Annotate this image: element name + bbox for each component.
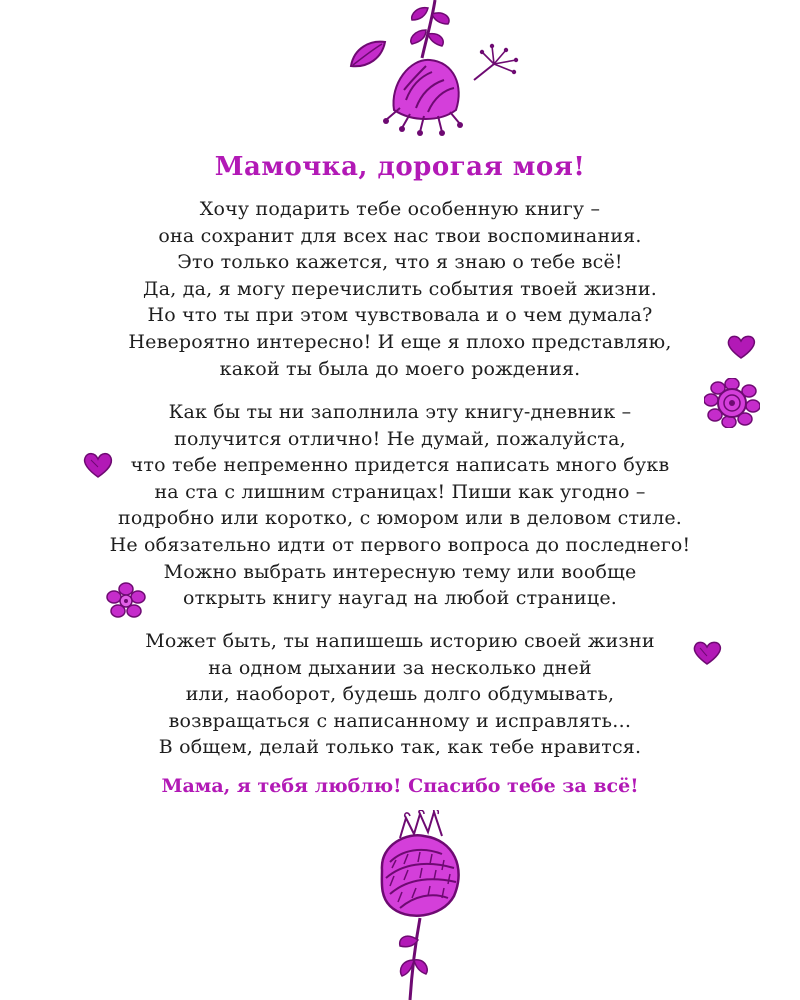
paragraph-3 [0,628,800,761]
page-title: Мамочка, дорогая моя! [214,152,586,182]
bottom-flower-icon [362,810,472,1000]
text-line: на одном дыхании за несколько дней [208,656,592,679]
paragraph-2 [0,399,800,612]
text-line: Может быть, ты напишешь историю своей жизни [145,630,655,652]
text-line: возвращаться с написанному и исправлять… [168,709,632,732]
dandelion-icon [472,42,520,82]
text-line: Хочу подарить тебе особенную книгу – [199,198,601,220]
text-line: какой ты была до моего рождения. [219,357,581,380]
text-line: Как бы ты ни заполнила эту книгу-дневник – [168,401,632,423]
text-line: открыть книгу наугад на любой странице. [182,587,618,610]
paragraph-1 [0,196,800,382]
closing-line: Мама, я тебя люблю! Спасибо тебе за всё! [161,775,639,797]
text-line: В общем, делай только так, как тебе нравится. [158,736,642,759]
text-line: получится отлично! Не думай, пожалуйста, [174,427,626,450]
leaf-icon [348,38,388,72]
text-line: Можно выбрать интересную тему или вообще [163,560,637,583]
text-line: она сохранит для всех нас твои воспоминания. [158,224,642,247]
text-line: Это только кажется, что я знаю о тебе всё! [177,251,623,274]
text-line: на ста с лишним страницах! Пиши как угодно – [154,480,646,503]
text-line: Да, да, я могу перечислить события твоей жизни. [143,277,657,300]
text-line: подробно или коротко, с юмором или в деловом стиле. [117,507,683,530]
text-line: что тебе непременно придется написать много букв [130,454,670,477]
text-line: Не обязательно идти от первого вопроса до последнего! [109,533,691,556]
text-line: Но что ты при этом чувствовала и о чем думала? [147,304,653,327]
text-line: Невероятно интересно! И еще я плохо представляю, [128,330,672,353]
text-line: или, наоборот, будешь долго обдумывать, [185,683,615,706]
